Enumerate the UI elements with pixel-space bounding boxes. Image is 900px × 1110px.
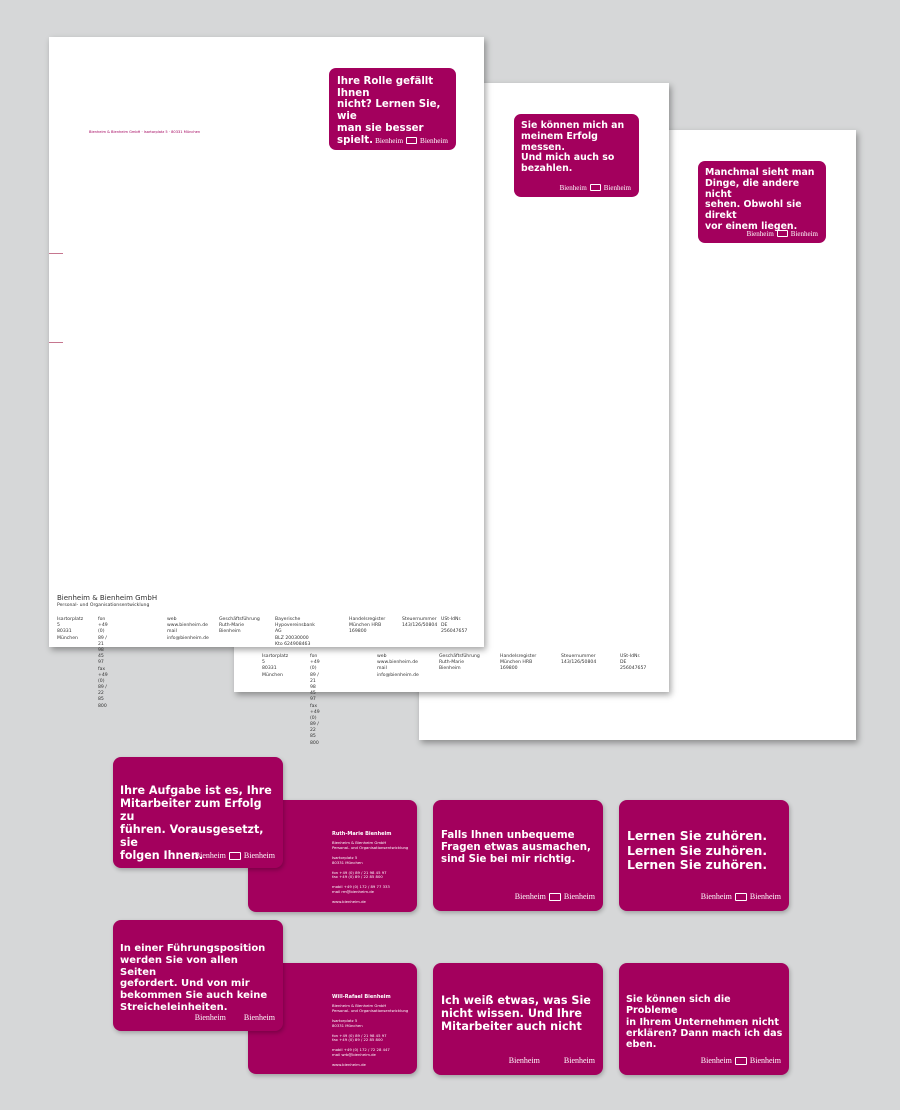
brand-logo: Bienheim Bienheim <box>508 1056 595 1065</box>
card-quote: Sie können sich die Probleme in Ihrem Unternehmen nicht erklären? Dann mach ich das eben. <box>626 994 783 1051</box>
brand-logo: Bienheim Bienheim <box>375 136 448 145</box>
brand-logo: Bienheim Bienheim <box>559 183 631 192</box>
business-card-front <box>433 800 603 911</box>
footer-column: Geschäftsführung Ruth-Marie Bienheim <box>439 654 480 672</box>
card-quote: In einer Führungsposition werden Sie von allen Seiten gefordert. Und von mir bekommen Sie auch keine Streicheleinheiten. <box>120 943 268 1013</box>
quote-text: Sie können mich an meinem Erfolg messen. Und mich auch so bezahlen. <box>521 120 625 175</box>
fold-mark <box>49 253 63 254</box>
letterhead-sheet-1 <box>49 37 484 709</box>
card-quote: Ich weiß etwas, was Sie nicht wissen. Und Ihre Mitarbeiter auch nicht <box>441 994 591 1034</box>
footer-column: Handelsregister München HRB 169800 <box>500 654 537 672</box>
book-icon <box>777 230 788 237</box>
footer-column: Steuernummer 143/126/50804 <box>402 617 438 629</box>
book-icon <box>735 1057 747 1065</box>
business-card-front <box>113 920 283 1031</box>
brand-logo: Bienheim Bienheim <box>194 1013 275 1022</box>
sender-line: Bienheim & Bienheim GmbH · Isartorplatz 5 · 80331 München <box>89 130 201 134</box>
footer-column: web www.bienheim.de mail info@bienheim.de <box>377 654 419 678</box>
book-icon <box>590 184 601 191</box>
footer-column: USt-IdNr. DE 256047657 <box>441 617 468 635</box>
card-quote: Lernen Sie zuhören. Lernen Sie zuhören. Lernen Sie zuhören. <box>627 828 768 873</box>
footer-column: USt-IdNr. DE 256047657 <box>620 654 647 672</box>
footer-column: fon +49 (0) 89 / 21 98 45 97 fax +49 (0) 89 / 22 85 800 <box>310 654 320 746</box>
brand-logo: Bienheim Bienheim <box>194 851 275 860</box>
card-quote: Falls Ihnen unbequeme Fragen etwas ausmachen, sind Sie bei mir richtig. <box>441 830 591 866</box>
footer-column: fon +49 (0) 89 / 21 98 45 97 fax +49 (0) 89 / 22 85 800 <box>98 617 108 709</box>
company-name: Bienheim & Bienheim GmbH <box>57 594 158 602</box>
business-card-front <box>619 963 789 1075</box>
footer-column: Steuernummer 143/126/50804 <box>561 654 597 666</box>
brand-logo: Bienheim Bienheim <box>700 892 781 901</box>
fold-mark <box>49 342 63 343</box>
footer-column: Isartorplatz 5 80331 München <box>262 654 289 678</box>
quote-box <box>329 68 456 150</box>
brand-logo: Bienheim Bienheim <box>746 229 818 238</box>
footer-column: Bayerische Hypovereinsbank AG BLZ 20030000 Kto 624908463 <box>275 617 315 647</box>
book-icon <box>735 893 747 901</box>
brand-logo: Bienheim Bienheim <box>514 892 595 901</box>
quote-box <box>698 161 826 243</box>
business-card-front <box>113 757 283 868</box>
card-quote: Ihre Aufgabe ist es, Ihre Mitarbeiter zum Erfolg zu führen. Vorausgesetzt, sie folgen Ihnen. <box>120 784 272 863</box>
card-details: Bienheim & Bienheim GmbH Personal- und Organisationsentwicklung Isartorplatz 5 80331 München fon +49 (0) 89 / 21 98 45 97 fax +49 (0) 89 / 22 85 800 mobil +49 (0) 172 / 89 77 333 mail rm@bienheim.de www.bienheim.de <box>332 840 409 905</box>
business-card-front <box>619 800 789 911</box>
book-icon <box>549 893 561 901</box>
card-name: Will-Rafael Bienheim <box>332 994 391 1000</box>
quote-box <box>514 114 639 197</box>
footer-column: Isartorplatz 5 80331 München <box>57 617 84 641</box>
business-card-front <box>433 963 603 1075</box>
brand-logo: Bienheim Bienheim <box>700 1056 781 1065</box>
footer-column: Handelsregister München HRB 169800 <box>349 617 386 635</box>
quote-text: Ihre Rolle gefällt Ihnen nicht? Lernen Sie, wie man sie besser spielt. <box>337 76 441 146</box>
footer-column: web www.bienheim.de mail info@bienheim.de <box>167 617 209 641</box>
book-icon <box>406 137 417 144</box>
footer-column: Geschäftsführung Ruth-Marie Bienheim <box>219 617 260 635</box>
company-subtitle: Personal- und Organisationsentwicklung <box>57 603 150 608</box>
quote-text: Manchmal sieht man Dinge, die andere nicht sehen. Obwohl sie direkt vor einem liegen. <box>705 167 815 233</box>
card-name: Ruth-Marie Bienheim <box>332 831 392 837</box>
book-icon <box>229 852 241 860</box>
card-details: Bienheim & Bienheim GmbH Personal- und Organisationsentwicklung Isartorplatz 5 80331 München fon +49 (0) 89 / 21 98 45 97 fax +49 (0) 89 / 22 85 800 mobil +49 (0) 172 / 72 28 447 mail wrb@bienheim.de www.bienheim.de <box>332 1003 409 1068</box>
